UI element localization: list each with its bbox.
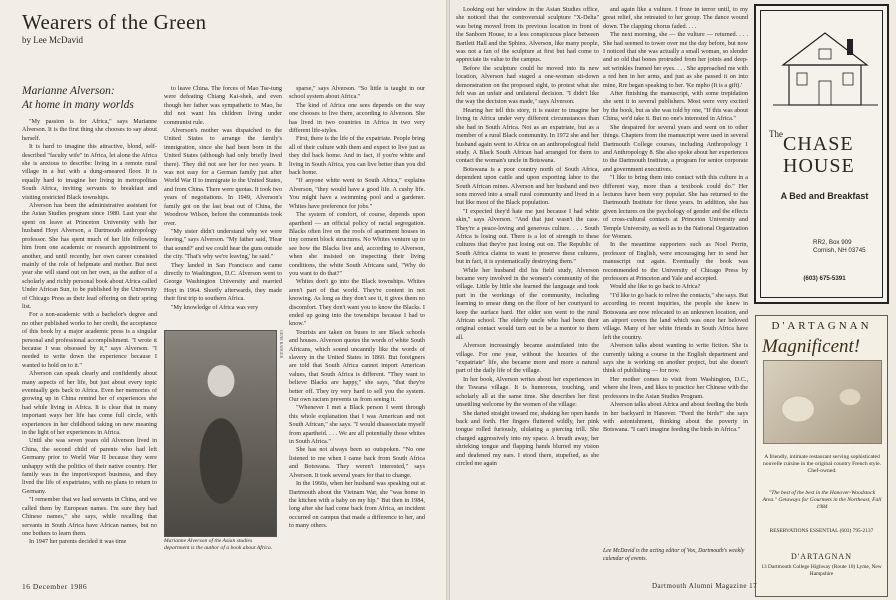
paragraph: She has not always been so outspoken. "No one listened to me when I came back from South Africa and Botswana. They weren't interested," says Alverson. It took several years for that to change. (289, 446, 425, 479)
ad-phone: (603) 675-5391 (803, 275, 846, 282)
dartagnan-brand: D'ARTAGNAN (771, 320, 872, 332)
column-5 (603, 6, 748, 542)
paragraph: "Whenever I met a Black person I went through this whole explanation that I was American and not South African," she says. "I would disassociate myself from apartheid. . . . We are all potentially those whites in South Africa." (289, 404, 425, 446)
dartagnan-body: A friendly, intimate restaurant serving sophisticated nouvelle cuisine in the original country French style. Chef-owned. (762, 454, 882, 474)
paragraph: After finishing the manuscript, with some trepidation she sent it to several publishers. Most were very excited by the book, but as she was told by one, "If this was about China, we'd take it. But no one's interested in Africa." (603, 90, 748, 123)
paragraph: While her husband did his field study, Alverson became very involved in the women's community of the village. Little by little she learned the language and took part in the workings of the community, including learning to smear dung on the floor of her courtyard to keep the surface hard. Her older son went to the rural African school. The elderly uncle who had been their original contact would turn out to be a mentor to them all. (456, 266, 599, 341)
dartagnan-logo: D'ARTAGNAN (791, 552, 852, 561)
paragraph: In the meantime supporters such as Noel Perrin, professor of English, were encouraging her to send her manuscript out again. Eventually the book was recommended to the University of Chicago Press by professors at Princeton and Yale and accepted. (603, 241, 748, 282)
paragraph: Alverson's mother was dispatched to the United States to arrange the family's immigration, since she had been born in the United States (although had only briefly lived there). They did not see her for two years. It was not easy for a German family just after World War II to immigrate to the United States, and from China. There were quotas. It took two years of negotiations. In 1949, Alverson's family got on the last boat out of China, the Woodrow Wilson, before the communists took over. (164, 127, 282, 227)
photo-caption: Marianne Alverson of the Asian studies department is the author of a book about Africa. (164, 538, 273, 551)
paragraph: Would she like to go back to Africa? (610, 283, 701, 291)
paragraph: They landed in San Francisco and came directly to Washington, D.C. Alverson went to George Washington University and married Hoyt in 1964. Shortly afterwards, they made their first trip to southern Africa. (164, 261, 282, 303)
dartagnan-address: 13 Dartmouth College Highway (Route 10) Lyme, New Hampshire (761, 564, 882, 577)
chase-house-ad (754, 4, 889, 304)
paragraph: In her book, Alverson writes about her experiences in the Tswana village. It is humorous, touching, and scholarly all at the same time. She describes her first unsettling welcome by the women of the village: (456, 375, 599, 409)
paragraph: First, there is the life of the expatriate. People bring all of their culture with them and expect to live just as they did back home. And in fact, if you're white and living in South Africa, you can live better than you did back home. (289, 135, 425, 177)
left-page-folio: 16 December 1986 (22, 582, 88, 591)
paragraph: and again like a vulture. I froze in terror until, to my great relief, she retreated to her group. The dance wound down. The clapping chorus faded. . . . (603, 6, 748, 30)
dartagnan-reservations: RESERVATIONS ESSENTIAL (603) 795-2137 (769, 528, 874, 534)
paragraph: "My passion is for Africa," says Marianne Alverson. It is the first thing she chooses to say about herself. (22, 118, 157, 142)
paragraph: In the 1960s, when her husband was speaking out at Dartmouth about the Vietnam War, she "was home in the kitchen with a baby on my hip." But then in 1984, long after she had come back from Africa, an incident occurred on campus that made a difference to her, and to many others. (289, 480, 425, 530)
paragraph: Her mother comes to visit from Washington, D.C., where she lives, and likes to practice her Chinese with the professors in the Asian Studies Program. (603, 375, 748, 400)
ad-subtitle: A Bed and Breakfast (780, 191, 869, 201)
paragraph: She darted straight toward me, shaking her open hands back and forth. Her fingers fluttered wildly, her pink tongue rolled furiously, ululating a piercing trill. She charged aggressively into my space. A breath away, her shrieking tongue and flapping hands blurred my vision and deafened my ears. I stood there, stupefied, as she circled me again (456, 409, 599, 467)
paragraph: Before the sculpture could be moved into its new location, Alverson had staged a one-woman sit-down demonstration on the proposed sight, to protest what she felt was an unfair and unilateral decision. "I didn't like the way the decision was made," says Alverson. (456, 64, 599, 106)
article-headline: Wearers of the Green (22, 10, 207, 34)
paragraph: "I like to bring them into contact with this culture in a different way, more than a textbook could do." Her lectures have been very popular. She has returned to the Dartmouth Institute for three years. In addition, she has given lectures on the psychology of gender and the effects of cross-cultural contacts at Princeton University and Temple University, as well as to the National Organization for Women. (603, 174, 748, 240)
paragraph: Until she was seven years old Alverson lived in China, the second child of parents who had left Germany prior to World War II because they were unhappy with the politics of their native country. Her family was in the import/export business, and they lived the life of expatriates, with no plans to return to Germany. (22, 437, 157, 495)
article-deck: Marianne Alverson: At home in many worlds (22, 85, 134, 111)
paragraph: Whites don't go into the Black townships. Whites aren't part of that world. They're content in not knowing. As long as they don't see it, it gives them no discomfort. They don't want you to know the Blacks. I ended up going into the townships because I had to know." (289, 278, 425, 328)
right-page-folio: Dartmouth Alumni Magazine 17 (652, 582, 758, 590)
ad-border (760, 10, 883, 298)
paragraph: Alverson increasingly became assimilated into the village. For one year, without the luxuries of the "expatriate" life, she became more and more a natural part of the daily life of the village. (456, 342, 599, 375)
paragraph: Alverson talks about Africa and about feeding the birds in her backyard in Hanover. "Feed the birds!" she says with astonishment, thinking about the poverty in Botswana. "I can't imagine feeding the birds in Africa." (603, 401, 748, 434)
ad-address-line1: RR2, Box 909 (813, 239, 852, 246)
byline: by Lee McDavid (22, 35, 83, 45)
ad-address (813, 239, 866, 255)
paragraph: to leave China. The forces of Mao Tse-tung were defeating Chiang Kai-shek, and even though her father was sympathetic to Mao, he did not want his children living under communist rule. (164, 85, 282, 126)
paragraph: "I remember that we had servants in China, and we called them by European names. I'm sure they had Chinese names," she says, while recalling that servants in South Africa have African names, but no one bothers to learn them. (22, 496, 157, 537)
paragraph: "I'd like to go back to relive the contacts," she says. But according to recent inquiries, the people she knew in Botswana are now relocated to an unknown location, and an airport covers the land which was once her beloved village. Many of her white friends in South Africa have left the country. (603, 291, 748, 341)
paragraph: The kind of Africa one sees depends on the way one chooses to live there, according to Alverson. She has lived in two countries in Africa in two very different life-styles. (289, 101, 425, 135)
paragraph: Alverson has been the administrative assistant for the Asian Studies program since 1980. Last year she spent on leave at Princeton University with her husband Hoyt Alverson, a Dartmouth anthropology professor. She has spent much of her life following him from one academic or research appointment to another, and until recently, her own career consisted mainly of the role of helpmate and mother. But next year she will stand out on her own, as the author of a scholarly and richly personal book about Africa called Under African Sun, to be published by the University of Chicago Press as their lead offering on their spring list. (22, 202, 157, 310)
column-1 (22, 118, 157, 580)
dartagnan-headline: Magnificent! (762, 336, 861, 357)
column-2 (164, 85, 282, 325)
column-3 (289, 85, 425, 580)
dartagnan-quote: "The best of the best in the Hanover-Woodstock Area." Getaways for Gourmets in the Northeast, Fall 1984 (762, 490, 882, 510)
paragraph: Tourists are taken on buses to see Black schools and houses. Alverson quotes the words of white South Africans, which sound uncannily like the words of slavery in the United States in 1860. But foreigners are told that South Africa cannot import American values, that South Africa is different. "They want to believe Blacks are happy," she says, "that they're better off. They try very hard to sell you the system. Our own racism prevents us from seeing it. (289, 328, 425, 404)
paragraph: "If anyone white went to South Africa," explains Alverson, "they would have a good life. A cushy life. You might have a swimming pool and a gardener. Whites have preference for jobs." (289, 177, 425, 210)
author-note: Lee McDavid is the acting editor of Vox, Dartmouth's weekly calendar of events. (603, 548, 745, 562)
ad-name-line1: CHASE (783, 133, 854, 155)
paragraph: In 1947 her parents decided it was time (29, 538, 127, 546)
dartagnan-ad (755, 315, 888, 597)
paragraph: The next morning, she — the vulture — returned. . . . She had seemed to tower over me the day before, but now I noticed that she was actually a small woman, so slender and so old that bones protruded from her joints and deep-set wrinkles framed her eyes. . . . She approached me with a red hen in her arms, and just as she passed it on into mine, Rre began speaking to her. 'Ke mpho (It is a gift).' (603, 31, 748, 89)
paragraph: "My sister didn't understand why we were leaving," says Alverson. "My father said, 'Hear that sound?' and we could hear the guns outside the city. 'That's why we're leaving,' he said." (164, 227, 282, 261)
paragraph: Hearing her tell this story, it is easier to imagine her living in Africa under very different circumstances than she had in South Africa. Not as an expatriate, but as a member of a rural Black community. In 1972 she and her husband again went to Africa on an anthropological field study. A Black South African had arranged for them to contact the woman's uncle in Botswana. (456, 106, 599, 165)
column-4 (456, 6, 599, 580)
photo-credit: GENE BADGER (279, 330, 284, 359)
ad-address-line2: Cornish, NH 03745 (813, 247, 866, 254)
paragraph: The system of comfort, of course, depends upon apartheid — an official policy of racial segregation. Blacks often live on the roofs of apartment houses in tiny cement block structures. No Whites venture up to see how the Blacks live and, according to Alverson, when she insisted on inspecting their living conditions, the white South Africans said, "Why do you want to do that?" (289, 211, 425, 277)
paragraph: sparse," says Alverson. "So little is taught in our school system about Africa." (289, 85, 425, 101)
paragraph: Botswana is a poor country north of South Africa, dependent upon cattle and upon exporting labor to the South African mines. Alverson and her husband and two sons moved into a small rural community and lived in a hut like most of the Black population. (456, 165, 599, 207)
paragraph: Looking out her window in the Asian Studies office, she noticed that the controversial sculpture "X-Delta" was being moved from its previous location in front of the Sanborn House, to a less conspicuous place between Bartlett Hall and the Sphinx. Alverson, like many people, was not a fan of the sculpture at first but had come to appreciate its value to the campus. (456, 6, 599, 64)
portrait-photo (164, 330, 277, 537)
paragraph: Alverson talks about wanting to write fiction. She is currently taking a course in the English department and says she is working on another project, but she doesn't think of publishing — for now. (603, 342, 748, 375)
house-illustration (773, 25, 878, 110)
ad-name-line2: HOUSE (783, 155, 855, 177)
left-page (0, 0, 446, 600)
paragraph: It is hard to imagine this attractive, blond, self-described "faculty wife" in Africa, let alone the Africa she is anxious to describe: living in a remote rural village in a hut with a dung-smeared floor. It is equally hard to imagine her living in metropolitan South Africa, inviting servants to breakfast and visiting restricted Black townships. (22, 143, 157, 201)
food-photo (763, 360, 882, 444)
ad-the: The (769, 129, 783, 139)
paragraph: For a non-academic with a bachelor's degree and no other published works to her credit, the acceptance of this book by a major academic press is a singular personal and professional accomplishment. "I wrote it because I was obsessed by it," says Alverson. "I needed to write down the experience because I wanted to hold on to it." (22, 311, 157, 369)
paragraph: Alverson can speak clearly and confidently about many aspects of her life, but just about every topic eventually gets back to Africa. Even her memories of growing up in China remind her of experiences she had while living in Africa. It is clear that in many important ways her life has come full circle, with experiences in her childhood taking on new meaning in the light of her experiences in Africa. (22, 370, 157, 437)
paragraph: "My knowledge of Africa was very (171, 303, 259, 311)
paragraph: She despaired for several years and went on to other things. Chapters from the manuscript were used in several Dartmouth College courses, including Anthropology 1 and Anthropology 8. She also spoke about her experiences to the Dartmouth Institute, a program for senior corporate and government executives. (603, 123, 748, 173)
paragraph: "I expected they'd hate me just because I had white skin," says Alverson. "And that just wasn't the case. They're a peace-loving and generous culture. . . . South Africa is losing out. There is a lot of strength to these cultures that they're just losing out on. The Republic of South Africa claims to want to preserve these cultures, but in fact, it is systematically destroying them." (456, 207, 599, 266)
